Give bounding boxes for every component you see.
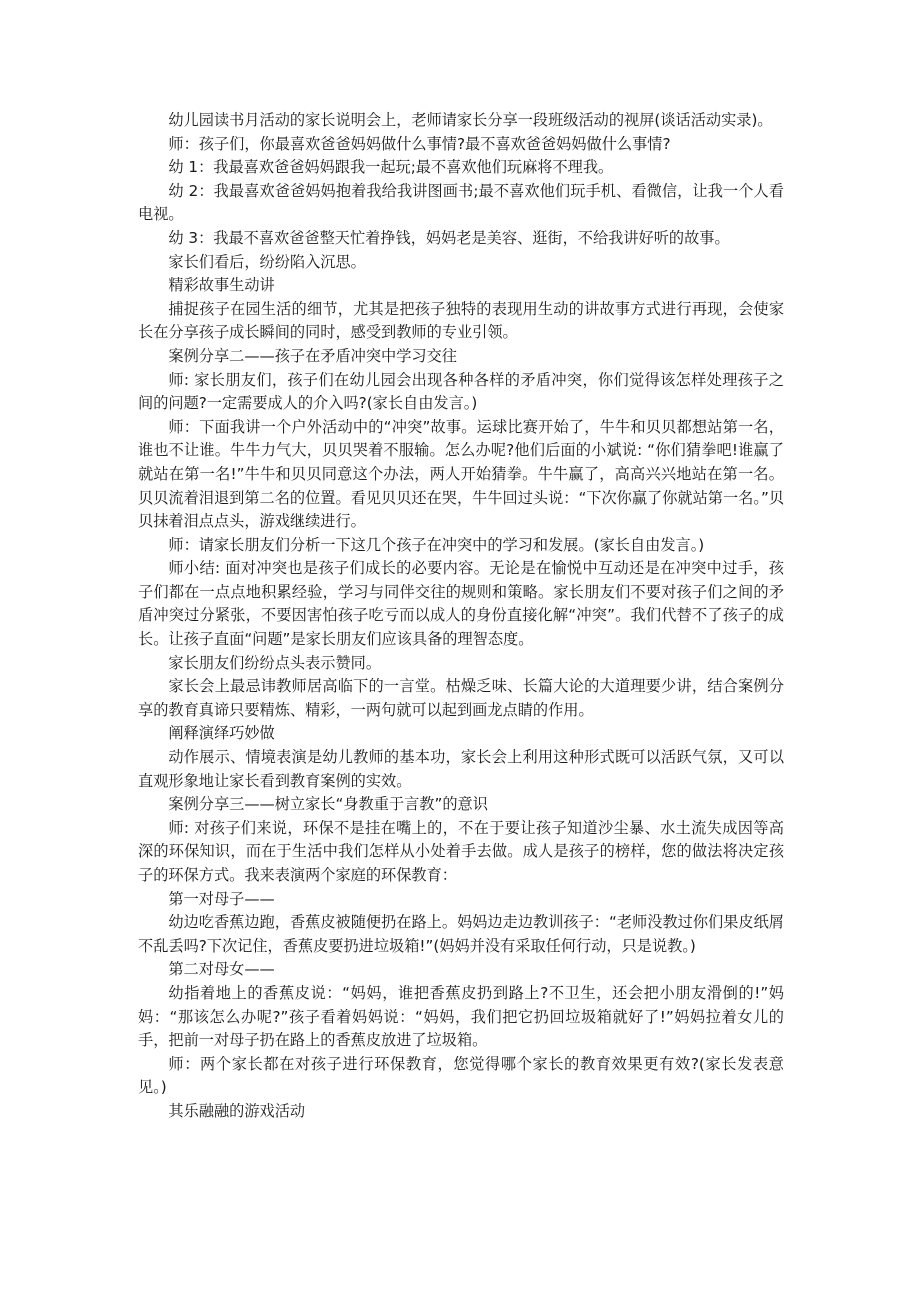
paragraph: 幼 2：我最喜欢爸爸妈妈抱着我给我讲图画书;最不喜欢他们玩手机、看微信，让我一个人看电视。 xyxy=(138,181,784,224)
paragraph: 捕捉孩子在园生活的细节，尤其是把孩子独特的表现用生动的讲故事方式进行再现，会使家长在分享孩子成长瞬间的同时，感受到教师的专业引领。 xyxy=(138,299,784,342)
paragraph: 师：孩子们，你最喜欢爸爸妈妈做什么事情?最不喜欢爸爸妈妈做什么事情? xyxy=(168,134,671,153)
paragraph: 师：下面我讲一个户外活动中的“冲突”故事。运球比赛开始了，牛牛和贝贝都想站第一名，谁也不让谁。牛牛力气大，贝贝哭着不服输。怎么办呢?他们后面的小斌说: “你们猜拳吧!谁赢了就站在第一名!”牛牛和贝贝同意这个办法，两人开始猜拳。牛牛赢了，高高兴兴地站在第一名。贝贝流着泪退到第二名的位置。看见贝贝还在哭，牛牛回过头说：“下次你赢了你就站第一名。”贝贝抹着泪点点头，游戏继续进行。 xyxy=(138,417,785,531)
paragraph: 师: 家长朋友们，孩子们在幼儿园会出现各种各样的矛盾冲突，你们觉得该怎样处理孩子之间的问题?一定需要成人的介入吗?(家长自由发言。) xyxy=(138,370,784,413)
paragraph: 师：两个家长都在对孩子进行环保教育，您觉得哪个家长的教育效果更有效?(家长发表意见。) xyxy=(138,1054,784,1097)
section-heading: 精彩故事生动讲 xyxy=(168,276,275,295)
case-heading: 案例分享三——树立家长“身教重于言教”的意识 xyxy=(168,795,488,814)
paragraph: 师：请家长朋友们分析一下这几个孩子在冲突中的学习和发展。(家长自由发言。) xyxy=(168,535,705,554)
paragraph: 家长会上最忌讳教师居高临下的一言堂。枯燥乏味、长篇大论的大道理要少讲，结合案例分享的教育真谛只要精炼、精彩，一两句就可以起到画龙点睛的作用。 xyxy=(138,677,784,719)
paragraph: 第二对母女—— xyxy=(168,960,275,979)
paragraph: 第一对母子—— xyxy=(168,889,275,908)
document-body xyxy=(138,109,784,1124)
paragraph: 幼指着地上的香蕉皮说：“妈妈，谁把香蕉皮扔到路上?不卫生，还会把小朋友滑倒的!”妈妈：“那该怎么办呢?”孩子看着妈妈说：“妈妈，我们把它扔回垃圾箱就好了!”妈妈拉着女儿的手，把前一对母子扔在路上的香蕉皮放进了垃圾箱。 xyxy=(138,983,784,1050)
paragraph: 师小结: 面对冲突也是孩子们成长的必要内容。无论是在愉悦中互动还是在冲突中过手，孩子们都在一点点地积累经验，学习与同伴交往的规则和策略。家长朋友们不要对孩子们之间的矛盾冲突过分紧张，不要因害怕孩子吃亏而以成人的身份直接化解“冲突”。我们代替不了孩子的成长。让孩子直面“问题”是家长朋友们应该具备的理智态度。 xyxy=(138,559,784,649)
paragraph: 幼 1：我最喜欢爸爸妈妈跟我一起玩;最不喜欢他们玩麻将不理我。 xyxy=(168,158,614,177)
paragraph: 家长们看后，纷纷陷入沉思。 xyxy=(168,252,366,271)
section-heading: 其乐融融的游戏活动 xyxy=(168,1101,306,1120)
paragraph: 动作展示、情境表演是幼儿教师的基本功，家长会上利用这种形式既可以活跃气氛，又可以直观形象地让家长看到教育案例的实效。 xyxy=(138,748,784,790)
paragraph: 师: 对孩子们来说，环保不是挂在嘴上的，不在于要让孩子知道沙尘暴、水土流失成因等高深的环保知识，而在于生活中我们怎样从小处着手去做。成人是孩子的榜样，您的做法将决定孩子的环保方式。我来表演两个家庭的环保教育： xyxy=(138,818,784,884)
paragraph: 幼 3：我最不喜欢爸爸整天忙着挣钱，妈妈老是美容、逛街，不给我讲好听的故事。 xyxy=(168,228,730,247)
case-heading: 案例分享二——孩子在矛盾冲突中学习交往 xyxy=(168,346,457,365)
paragraph: 幼边吃香蕉边跑，香蕉皮被随便扔在路上。妈妈边走边教训孩子：“老师没教过你们果皮纸屑不乱丢吗?下次记住，香蕉皮要扔进垃圾箱!”(妈妈并没有采取任何行动，只是说教。) xyxy=(138,913,784,955)
section-heading: 阐释演绎巧妙做 xyxy=(168,724,275,743)
paragraph: 家长朋友们纷纷点头表示赞同。 xyxy=(168,653,382,672)
paragraph: 幼儿园读书月活动的家长说明会上，老师请家长分享一段班级活动的视屏(谈话活动实录)。 xyxy=(168,111,773,129)
